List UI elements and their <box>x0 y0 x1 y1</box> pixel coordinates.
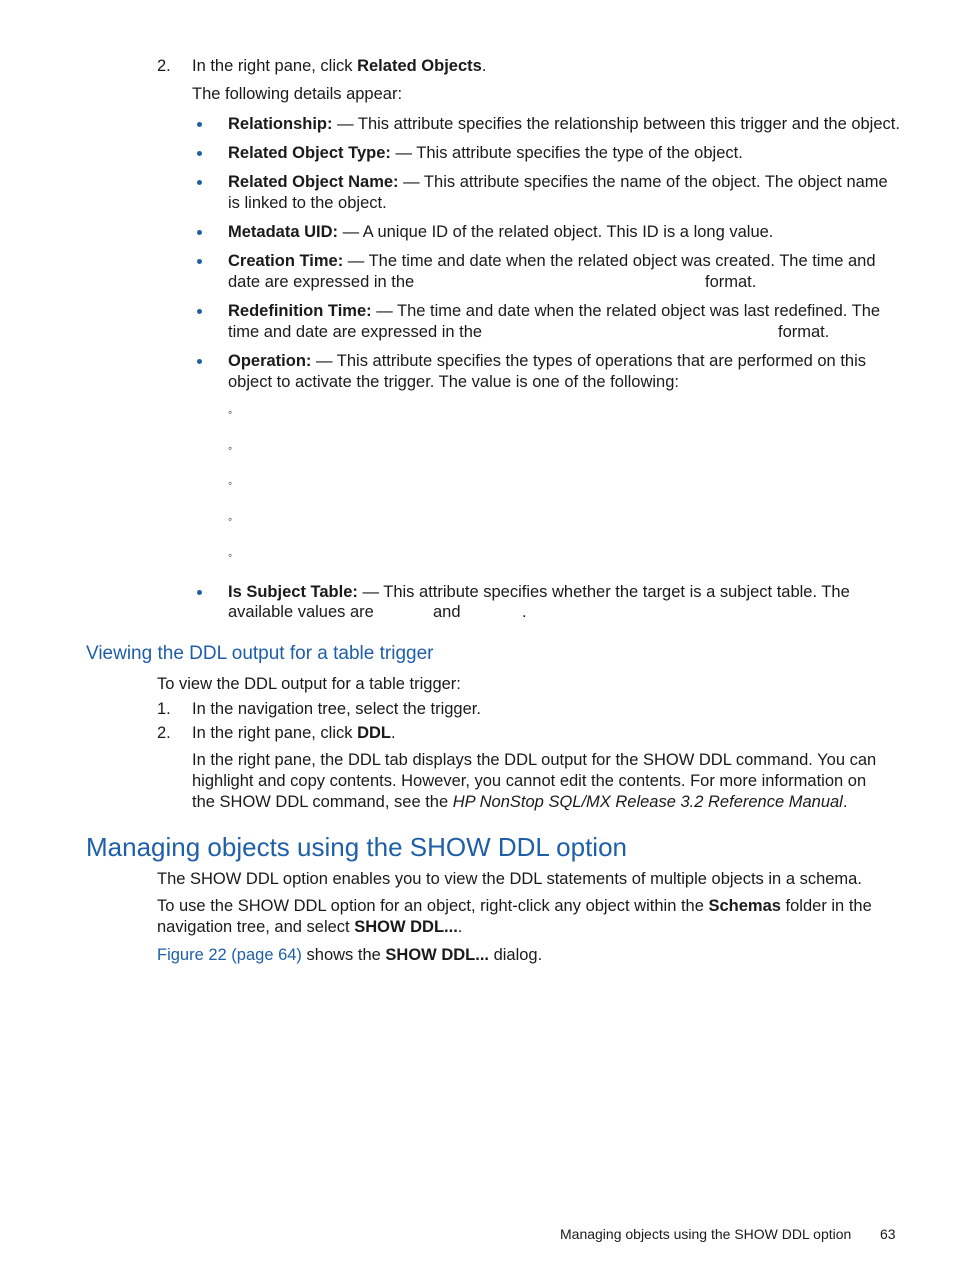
term: Is Subject Table: <box>228 583 358 601</box>
ui-label-schemas: Schemas <box>708 897 781 915</box>
bullet-icon <box>197 230 202 235</box>
definition: — A unique ID of the related object. This ID is a long value. <box>338 223 774 241</box>
definition: — This attribute specifies the type of the object. <box>390 144 743 162</box>
term: Redefinition Time: <box>228 302 372 320</box>
ui-label-show-ddl: SHOW DDL... <box>354 918 458 936</box>
step-text <box>192 56 486 77</box>
bullet-subject <box>228 582 850 603</box>
sub-bullet-icon: ◦ <box>228 548 233 562</box>
p3-mid: shows the <box>301 946 386 964</box>
bullet-icon <box>197 180 202 185</box>
bullet-type <box>228 143 743 164</box>
ddl-desc-pre: the SHOW DDL command, see the <box>192 793 453 811</box>
definition: — This attribute specifies whether the target is a subject table. The <box>357 583 850 601</box>
step-text: In the navigation tree, select the trigger. <box>192 700 481 718</box>
bullet-redefinition <box>228 301 880 322</box>
bullet-creation-format: format. <box>705 273 757 291</box>
term: Relationship: <box>228 115 333 133</box>
ddl-desc-line1: In the right pane, the DDL tab displays the DDL output for the SHOW DDL command. You can <box>192 751 877 769</box>
bullet-redefinition-format: format. <box>778 323 830 341</box>
step-text-pre: In the right pane, click <box>192 724 358 742</box>
bullet-relationship <box>228 114 900 135</box>
bullet-icon <box>197 122 202 127</box>
sub-bullet-icon: ◦ <box>228 512 233 526</box>
figure-link[interactable]: Figure 22 (page 64) <box>157 946 302 964</box>
definition: — The time and date when the related object was last redefined. The <box>371 302 881 320</box>
sub-bullet-icon: ◦ <box>228 405 233 419</box>
term: Related Object Name: <box>228 173 399 191</box>
ddl-desc-line3 <box>192 792 847 813</box>
sub-bullet-icon: ◦ <box>228 476 233 490</box>
bullet-operation-line2: object to activate the trigger. The value is one of the following: <box>228 373 679 391</box>
definition: — This attribute specifies the relationship between this trigger and the object. <box>332 115 900 133</box>
bullet-name-line2: is linked to the object. <box>228 194 387 212</box>
bullet-operation <box>228 351 866 372</box>
definition: — This attribute specifies the name of the object. The object name <box>398 173 888 191</box>
p2-line2-post: . <box>457 918 463 936</box>
show-ddl-p1: The SHOW DDL option enables you to view the DDL statements of multiple objects in a schema. <box>157 870 862 888</box>
p2-pre: To use the SHOW DDL option for an object, right-click any object within the <box>157 897 709 915</box>
show-ddl-p3 <box>157 945 542 966</box>
bullet-creation <box>228 251 876 272</box>
term: Operation: <box>228 352 312 370</box>
page-number: 63 <box>880 1226 896 1242</box>
show-ddl-p2-line2 <box>157 917 462 938</box>
sub-bullet-icon: ◦ <box>228 441 233 455</box>
step-text-post: . <box>481 57 487 75</box>
p2-line2-pre: navigation tree, and select <box>157 918 355 936</box>
step-number: 2. <box>157 724 171 742</box>
bullet-name <box>228 172 888 193</box>
bullet-subject-line2b: and <box>433 603 461 621</box>
step-text-post: . <box>391 724 396 742</box>
bullet-icon <box>197 309 202 314</box>
term: Creation Time: <box>228 252 344 270</box>
bullet-icon <box>197 151 202 156</box>
bullet-redefinition-line2: time and date are expressed in the <box>228 323 483 341</box>
details-intro: The following details appear: <box>192 85 403 103</box>
bullet-subject-line2c: . <box>522 603 527 621</box>
definition: — This attribute specifies the types of operations that are performed on this <box>311 352 866 370</box>
ui-label-related-objects: Related Objects <box>357 57 482 75</box>
step-number: 2. <box>157 57 171 75</box>
bullet-icon <box>197 590 202 595</box>
ddl-desc-line2: highlight and copy contents. However, you cannot edit the contents. For more information on <box>192 772 867 790</box>
bullet-uid <box>228 222 773 243</box>
bullet-creation-line2: date are expressed in the <box>228 273 415 291</box>
show-ddl-p2 <box>157 896 872 917</box>
section-intro: To view the DDL output for a table trigger: <box>157 675 461 693</box>
bullet-icon <box>197 259 202 264</box>
term: Related Object Type: <box>228 144 391 162</box>
footer-title: Managing objects using the SHOW DDL option <box>560 1226 852 1242</box>
bullet-icon <box>197 359 202 364</box>
page-heading: Managing objects using the SHOW DDL option <box>86 832 627 862</box>
step-text <box>192 723 396 744</box>
p2-post: folder in the <box>780 897 872 915</box>
ddl-desc-post: . <box>842 793 848 811</box>
definition: — The time and date when the related object was created. The time and <box>343 252 876 270</box>
ui-label-ddl: DDL <box>357 724 392 742</box>
section-heading: Viewing the DDL output for a table trigger <box>86 643 434 664</box>
manual-title: HP NonStop SQL/MX Release 3.2 Reference Manual <box>452 793 843 811</box>
term: Metadata UID: <box>228 223 339 241</box>
p3-post: dialog. <box>488 946 543 964</box>
bullet-subject-line2a: available values are <box>228 603 374 621</box>
step-number: 1. <box>157 700 171 718</box>
step-text-pre: In the right pane, click <box>192 57 358 75</box>
ui-label-show-ddl-dialog: SHOW DDL... <box>385 946 489 964</box>
